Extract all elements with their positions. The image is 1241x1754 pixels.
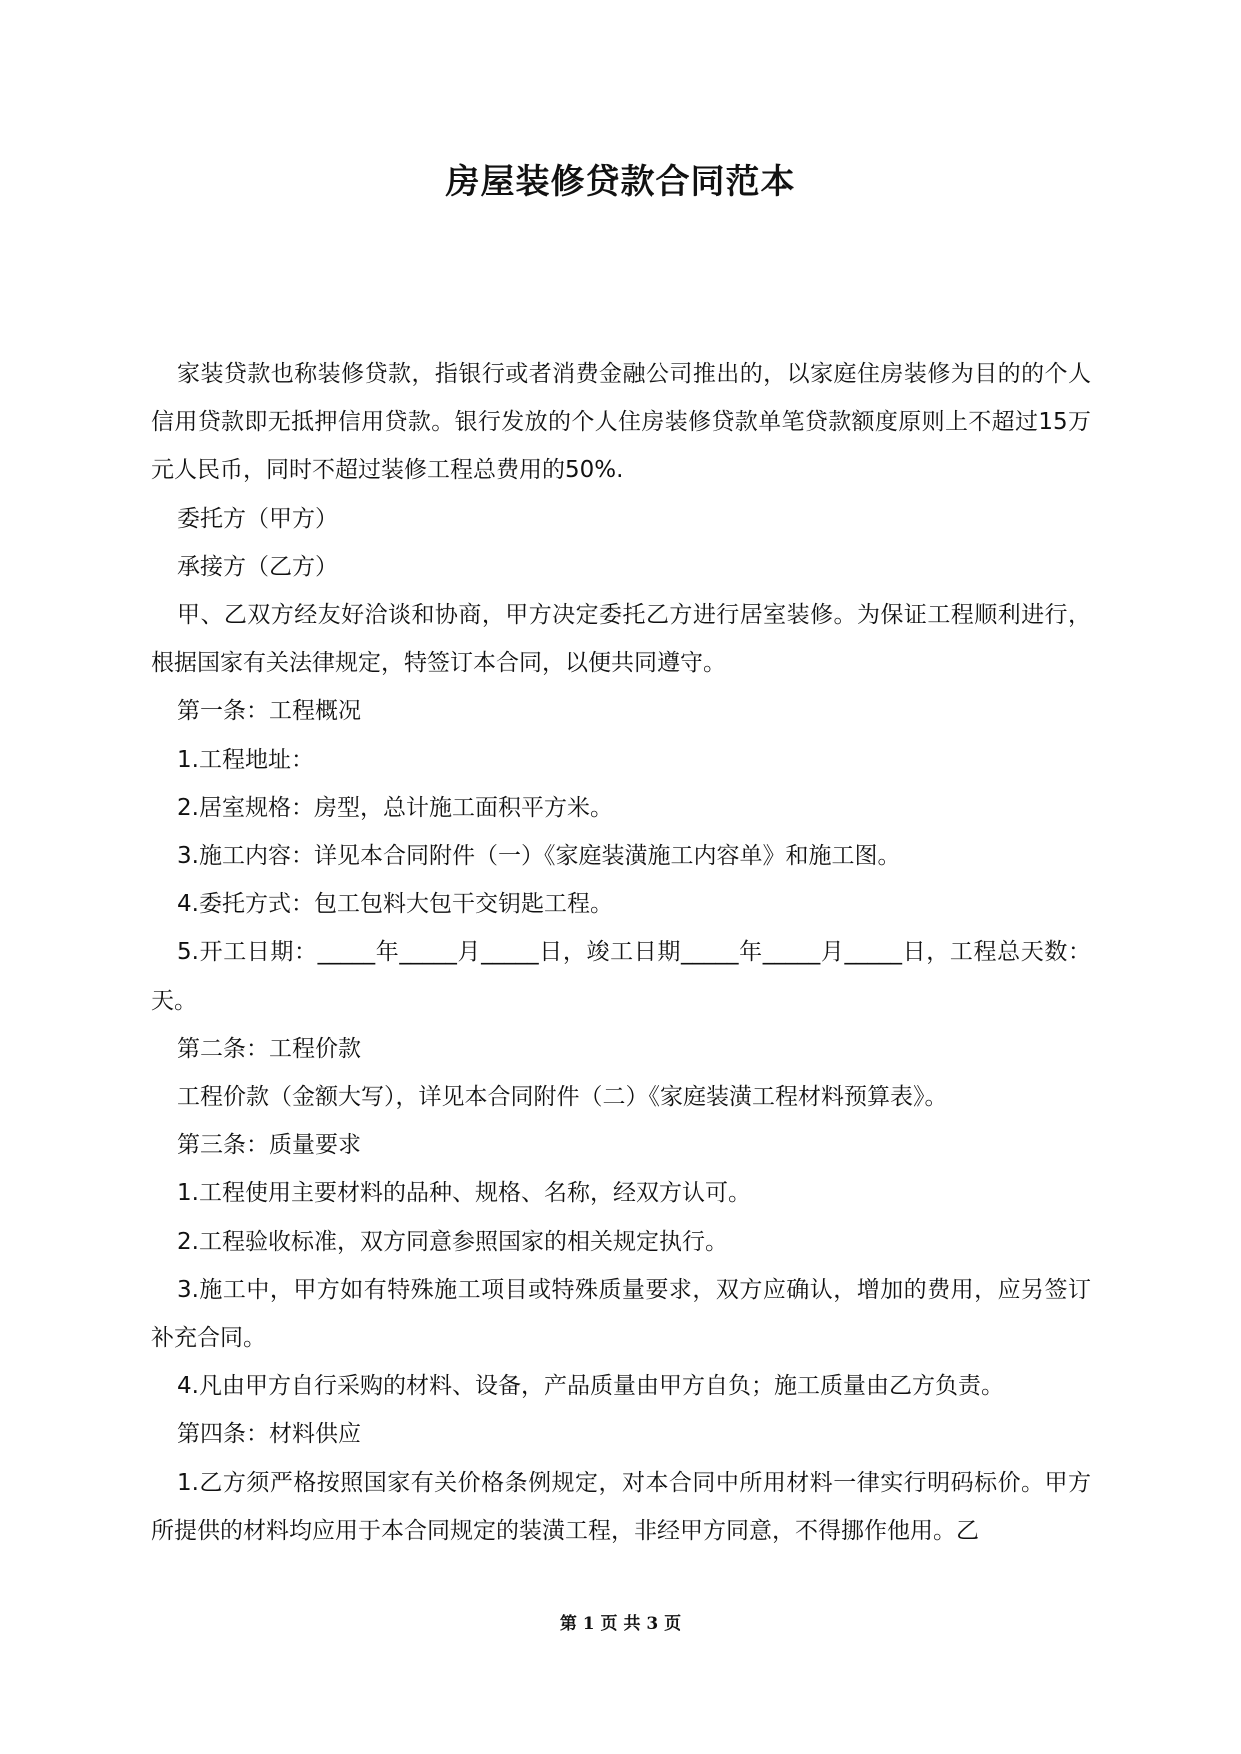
party-b-line: 承接方（乙方）: [177, 553, 338, 580]
article-1-item-4: 4.委托方式：包工包料大包干交钥匙工程。: [177, 891, 613, 918]
article-3-heading: 第三条：质量要求: [177, 1132, 361, 1159]
article-3-item-4: 4.凡由甲方自行采购的材料、设备，产品质量由甲方自负；施工质量由乙方负责。: [177, 1373, 1004, 1400]
article-4-heading: 第四条：材料供应: [177, 1421, 361, 1448]
article-4-item-1: 1.乙方须严格按照国家有关价格条例规定，对本合同中所用材料一律实行明码标价。甲方所提供的材料均应用于本合同规定的装潢工程，非经甲方同意，不得挪作他用。乙: [151, 1469, 1091, 1544]
article-1-heading: 第一条：工程概况: [177, 698, 361, 725]
party-a-line: 委托方（甲方）: [177, 505, 338, 532]
article-2-text: 工程价款（金额大写），详见本合同附件（二）《家庭装潢工程材料预算表》。: [177, 1084, 948, 1111]
article-1-item-1: 1.工程地址：: [177, 746, 314, 773]
article-3-item-1: 1.工程使用主要材料的品种、规格、名称，经双方认可。: [177, 1180, 751, 1207]
article-1-item-5: 5.开工日期：_____年_____月_____日，竣工日期_____年_____月_____日，工程总天数：天。: [151, 939, 1091, 1014]
article-1-item-2: 2.居室规格：房型，总计施工面积平方米。: [177, 794, 613, 821]
article-3-item-3: 3.施工中，甲方如有特殊施工项目或特殊质量要求，双方应确认，增加的费用，应另签订补充合同。: [151, 1276, 1091, 1352]
article-2-heading: 第二条：工程价款: [177, 1035, 361, 1062]
page-footer: 第 1 页 共 3 页: [559, 1614, 682, 1634]
article-3-item-2: 2.工程验收标准，双方同意参照国家的相关规定执行。: [177, 1228, 728, 1255]
document-title: 房屋装修贷款合同范本: [445, 162, 796, 202]
document-body: [151, 350, 1091, 1555]
intro-paragraph: 家装贷款也称装修贷款，指银行或者消费金融公司推出的，以家庭住房装修为目的的个人信用贷款即无抵押信用贷款。银行发放的个人住房装修贷款单笔贷款额度原则上不超过15万元人民币，同时不超过装修工程总费用的50%.: [151, 361, 1091, 484]
preamble-paragraph: 甲、乙双方经友好洽谈和协商，甲方决定委托乙方进行居室装修。为保证工程顺利进行，根据国家有关法律规定，特签订本合同，以便共同遵守。: [151, 602, 1091, 677]
article-1-item-3: 3.施工内容：详见本合同附件（一）《家庭装潢施工内容单》和施工图。: [177, 843, 901, 870]
